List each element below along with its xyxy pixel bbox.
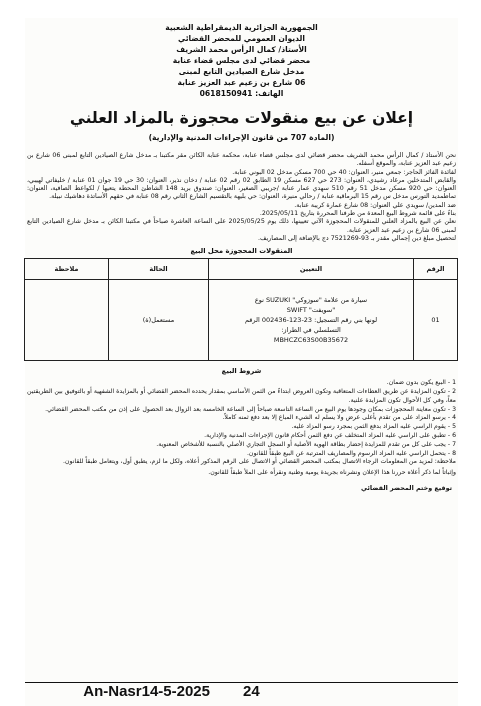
header-line-office: الديوان العمومي للمحضر القضائي <box>178 34 305 43</box>
newspaper-footer <box>25 682 458 701</box>
condition-item: 5 - يقوم الراسي عليه المزاد بدفع الثمن بمجرد رسو المزاد عليه. <box>291 423 456 431</box>
condition-item: 7 - يجب على كل من تقدم للمزايدة إحضار بطاقة الهوية الأصلية أو السجل التجاري الأصلي بالنسبة للأشخاص المعنوية. <box>156 440 456 448</box>
phone-label: الهاتف: <box>255 89 284 98</box>
condition-item: 2 - تكون المزايدة عن طريق العطاءات المتعاقبة وتكون العروض ابتداءً من الثمن الأساسي بمقدار يحدده المحضر القضائي أو بالمزايدة الشفهية أو بالتوفيق بين الطريقتين معاً، وفي كل الأحوال تكون المزايدة علنية. <box>27 388 456 404</box>
column-header-condition: الحالة <box>109 259 209 280</box>
table-row <box>25 280 458 361</box>
notice-body <box>27 152 456 243</box>
header-line-address-2: 06 شارع بن زعيم عبد العزيز عنابة <box>177 78 306 87</box>
legal-notice-page <box>25 18 458 706</box>
condition-item: 6 - تطبق على الراسي عليه المزاد المتخلف عن دفع الثمن أحكام قانون الإجراءات المدنية والإدارية. <box>204 432 456 440</box>
column-header-number: الرقم <box>414 259 458 280</box>
description-line-vin: MBHCZC63S00B35672 <box>273 336 349 345</box>
body-paragraph-creditor: لفائدة الفائز الحاجر: جمعي منير، العنوان: 40 حي 700 مسكن مدخل 02 البوني عنابة. <box>232 168 456 176</box>
seized-items-table <box>24 258 458 361</box>
phone-number: 0618150941 <box>199 89 253 98</box>
cell-condition: مستعمل(ة) <box>109 280 209 361</box>
condition-item: 4 - يرسو المزاد على من تقدم بأعلى عرض ولا يسلم له الشيء المباع إلا بعد دفع ثمنه كاملاً. <box>222 414 456 422</box>
cell-number: 01 <box>414 280 458 361</box>
sale-conditions-title: شروط البيع <box>221 367 262 376</box>
notice-title: إعلان عن بيع منقولات محجوزة بالمزاد العلني <box>69 109 414 127</box>
notice-subtitle: (المادة 707 من قانون الإجراءات المدنية والإدارية) <box>148 133 335 142</box>
closing-statement: وإثباتاً لما ذكر أعلاه حررنا هذا الإعلان ونشرناه بجريدة يومية وطنية ونقرأه على الملأ طبقاً للقانون. <box>208 469 456 477</box>
body-paragraph-bailiff: نحن الأستاذ / كمال الرأس محمد الشريف محضر قضائي لدى مجلس قضاء عنابة، محكمة عنابة الكائن مقر مكتبنا بـ مدخل شارع الصيادين التابع لمبنى 06 شارع بن زعيم عبد العزيز عنابة، والموقع أسفله. <box>27 152 456 168</box>
condition-item: 1 - البيع يكون بدون ضمان. <box>386 379 456 387</box>
description-line: لونها بني رقم التسجيل: 23-123-002436 الرقم <box>244 316 378 325</box>
issue-label: An-Nasr14-5-2025 <box>83 683 210 700</box>
letterhead <box>25 22 458 99</box>
header-phone <box>25 88 458 99</box>
seized-items-title: المنقولات المحجوزة محل البيع <box>190 247 293 256</box>
column-header-notes: ملاحظة <box>25 259 109 280</box>
body-paragraph-debt-amount: لتحصيل مبلغ دين إجمالي مقدر بـ 93-7521269 دج بالإضافة إلى المصاريف. <box>257 234 456 242</box>
page-number: 24 <box>243 683 260 700</box>
header-line-court: محضر قضائي لدى مجلس قضاء عنابة <box>172 56 311 65</box>
header-line-republic: الجمهورية الجزائرية الديمقراطية الشعبية <box>165 23 318 32</box>
body-paragraph-conditions-ref: بناءً على قائمة شروط البيع المعدة من طرفنا المحررة بتاريخ 2025/05/11. <box>259 210 456 218</box>
header-line-address-1: مدخل شارع الصيادين التابع لمبنى <box>178 67 305 76</box>
bailiff-signature-label: توقيع وختم المحضر القضائي <box>361 483 452 492</box>
condition-item: 8 - يتحمل الراسي عليه المزاد الرسوم والمصاريف المترتبة عن البيع طبقاً للقانون. <box>246 449 456 457</box>
body-paragraph-debtor: ضد المدين/ سويدي علي العنوان: 08 شارع عمارة كريبة عنابة. <box>294 201 456 209</box>
sale-conditions-list <box>27 379 456 467</box>
cell-notes <box>25 280 109 361</box>
body-paragraph-intervenors: والقابض المتدخلين مرغاد رشيدي، العنوان: 273 حي 627 مسكن 19 الطابق 02 رقم 02 عنابة / دخان نذير، العنوان: 30 حي 19 جوان 01 عنابة / خليفاتي لهيبي، العنوان: حي 920 مسكن مدخل 51 رقم 510 سهدي عمار عنابة /جريبي الصغير، العنوان: صندوق بريد 148 الشاطئ المحطة يتعيها / لكواعط الصافية، العنوان: تماطمديد التورس مدخل س رقم 15 البرماقية عنابة / رحالي منيرة، العنوان: حي بليهة بالتقسيم الشارع الثاني رقم 08 عنابة في حقهم الأساتذة دهاشيك نبيلة. <box>27 176 457 201</box>
condition-note: ملاحظة: لمزيد من المعلومات الرجاء الاتصال بمكتب المحضر القضائي أو الاتصال على الرقم المذكور أعلاه، ولكل ما لزم، يطبق أول، ويتعامل طبقاً للقانون. <box>63 458 456 466</box>
description-line: "سويفت" SWIFT <box>286 306 336 315</box>
header-line-bailiff-name: الأستاذ/ كمال الرأس محمد الشريف <box>176 45 307 54</box>
body-paragraph-sale-date: نعلن عن البيع بالمزاد العلني للمنقولات المحجوزة الآتي تعيينها، ذلك يوم 2025/05/25 على الساعة العاشرة صباحاً في مكتبنا الكائن بـ مدخل شارع الصيادين التابع لمبنى 06 شارع بن زعيم عبد العزيز عنابة. <box>27 218 456 234</box>
cell-description <box>209 280 414 361</box>
description-line: التسلسلي في الطراز: <box>281 326 341 335</box>
description-line: سيارة من علامة "سوزوكي" SUZUKI نوع <box>254 296 368 305</box>
condition-item: 3 - تكون معاينة المحجوزات بمكان وجودها يوم البيع من الساعة التاسعة صباحاً إلى الساعة الخامسة بعد الزوال بعد الحصول على إذن من مكتب المحضر القضائي. <box>45 405 456 413</box>
column-header-description: التعيين <box>209 259 414 280</box>
table-header-row <box>25 259 458 280</box>
